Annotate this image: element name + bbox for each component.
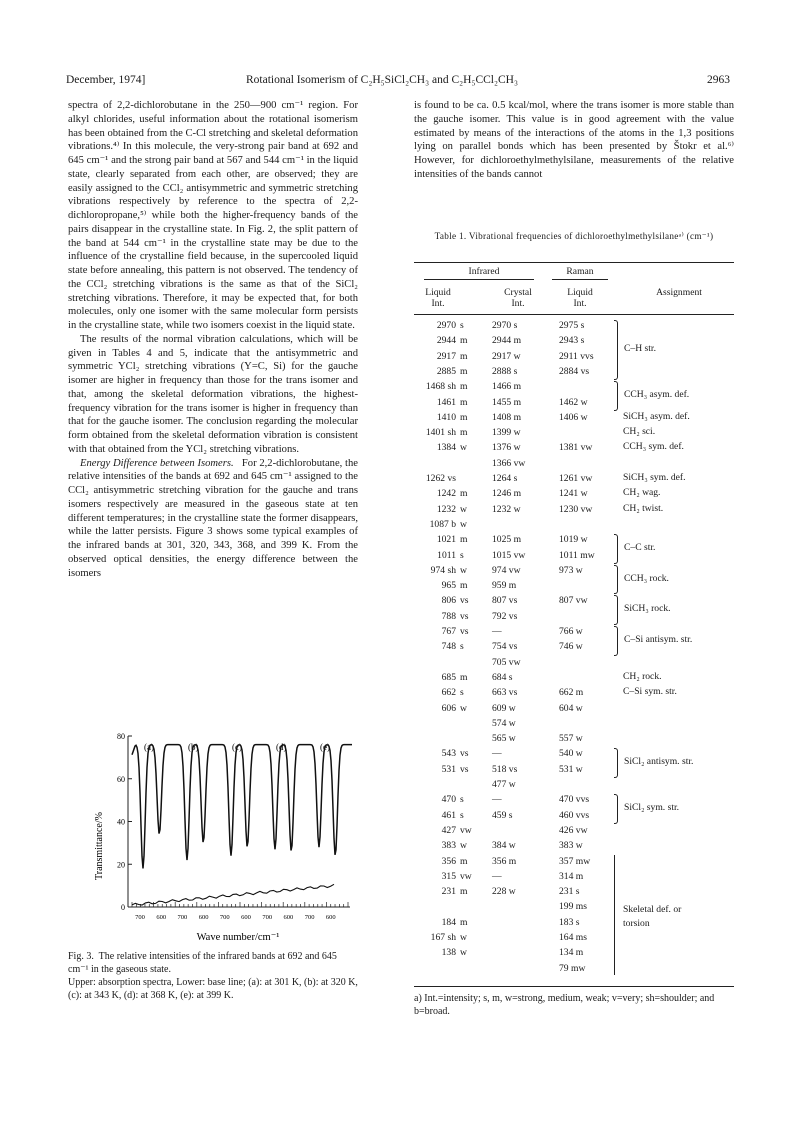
raman-liquid-cell: 426 vw	[559, 824, 588, 836]
table-row	[414, 518, 734, 531]
ir-liquid-int: m	[460, 916, 468, 928]
assignment-label: C–H str.	[624, 343, 656, 355]
ir-crystal-cell: 2944 m	[492, 335, 522, 347]
y-axis-label: Transmittance/%	[94, 812, 105, 880]
ir-liquid-int: vs	[460, 595, 469, 607]
assignment-label: C–C str.	[624, 542, 656, 553]
ir-liquid-int: w	[460, 503, 467, 515]
raman-liquid-cell: 183 s	[559, 916, 580, 928]
table-top-rule	[414, 262, 734, 263]
ir-liquid-int: m	[460, 855, 468, 867]
paragraph: The results of the normal vibration calculations, which will be given in Tables 4 and 5, indicate that the antisymmetric and symmetric YCl₂ stretching vibrations (Y=C, Si) for the gauche isomer are higher in frequency than those for the trans isomer and that, among the skeletal deformation vibrations, the highest-frequency vibration for the trans isomer is higher in frequency than that for the gauche isomer. The conclusion regarding the molecular form obtained from the skeletal deformation vibration is consistent with that obtained from the YCl₂ stretching vibrations.	[68, 333, 358, 455]
ir-liquid-int: m	[460, 350, 468, 362]
raman-liquid-cell: 1381 vw	[559, 442, 593, 454]
raman-liquid-cell: 314 m	[559, 870, 584, 882]
ir-liquid-freq: 974 sh	[430, 564, 456, 576]
ir-liquid-freq: 1401 sh	[425, 427, 456, 439]
ir-liquid-freq: 184	[441, 916, 456, 928]
y-tick-label: 20	[117, 860, 125, 870]
ir-liquid-freq: 1262 vs	[425, 473, 456, 484]
raman-liquid-cell: 1261 vw	[559, 473, 593, 484]
table-row	[414, 962, 734, 975]
ir-liquid-freq: 806	[441, 595, 456, 607]
running-header	[66, 74, 730, 90]
ir-liquid-freq: 748	[441, 641, 456, 653]
ir-liquid-int: s	[460, 809, 464, 821]
raman-liquid-cell: 807 vw	[559, 595, 588, 607]
table-row	[414, 778, 734, 791]
table-row	[414, 350, 734, 363]
ir-crystal-cell: 356 m	[492, 855, 517, 867]
table-caption: Table 1. Vibrational frequencies of dichloroethylmethylsilaneᵃ⁾ (cm⁻¹)	[434, 231, 714, 241]
raman-liquid-cell: 1230 vw	[559, 503, 593, 515]
raman-liquid-cell: 1406 w	[559, 411, 588, 423]
table-bottom-rule	[414, 986, 734, 987]
table-row	[414, 594, 734, 607]
ir-liquid-int: vs	[460, 748, 469, 760]
ir-liquid-int: m	[460, 580, 468, 592]
assignment-label: SiCH₃ asym. def.	[623, 410, 690, 422]
raman-liquid-cell: 357 mw	[559, 855, 591, 867]
x-tick-label: 700	[135, 914, 145, 921]
page-number: 2963	[707, 74, 730, 86]
caption-legend: Upper: absorption spectra, Lower: base line; (a): at 301 K, (b): at 320 K, (c): at 343 K, (d): at 368 K, (e): at 399 K.	[68, 977, 358, 1001]
assignment-label: C–Si sym. str.	[623, 686, 677, 698]
ir-liquid-int: vw	[460, 824, 472, 836]
infrared-span-rule	[424, 279, 534, 280]
caption-line	[68, 950, 358, 976]
spectra-plot	[78, 730, 358, 942]
ir-liquid-freq: 1468 sh	[425, 381, 456, 393]
caption-title: Fig. 3.	[68, 951, 94, 962]
ir-liquid-int: s	[460, 320, 464, 331]
assignment-label: CH₂ rock.	[623, 670, 662, 682]
ir-crystal-cell: 609 w	[492, 702, 516, 714]
absorption-spectrum-line	[132, 745, 352, 869]
section-heading: Energy Difference between Isomers.	[80, 457, 234, 469]
infrared-header: Infrared	[468, 266, 500, 277]
ir-liquid-freq: 1384	[436, 442, 456, 454]
assignment-label: CCH₃ rock.	[624, 572, 669, 584]
assignment-label: CCH₃ asym. def.	[624, 389, 690, 400]
raman-liquid-cell: 1019 w	[559, 534, 588, 546]
raman-liquid-cell: 460 vvs	[559, 809, 590, 821]
ir-crystal-cell: 384 w	[492, 840, 516, 852]
crystal-header: Crystal	[504, 287, 532, 298]
ir-liquid-int: vw	[460, 870, 472, 882]
table-row	[414, 916, 734, 929]
ir-liquid-freq: 662	[441, 687, 456, 699]
ir-crystal-cell: 1376 w	[492, 442, 521, 454]
ir-crystal-cell: 477 w	[492, 779, 516, 790]
assignment-label: CCH₃ sym. def.	[623, 441, 684, 453]
ir-liquid-int: s	[460, 794, 464, 806]
table-row	[414, 533, 734, 546]
table-row	[414, 702, 734, 715]
figure-caption	[68, 950, 358, 1002]
ir-liquid-freq: 1087 b	[429, 518, 456, 530]
ir-liquid-int: m	[460, 411, 468, 423]
raman-liquid-cell: 973 w	[559, 564, 583, 576]
assignment-header: Assignment	[656, 287, 702, 298]
table-row	[414, 931, 734, 944]
ir-liquid-int: vs	[460, 763, 469, 775]
ir-liquid-freq: 383	[441, 840, 456, 852]
panel-label: (a)	[144, 742, 154, 752]
ir-liquid-int: m	[460, 671, 468, 683]
ir-liquid-freq: 2944	[436, 335, 456, 347]
raman-liquid-cell: 164 ms	[559, 932, 587, 943]
ir-crystal-cell: —	[492, 794, 502, 806]
table-row	[414, 579, 734, 592]
caption-text: The relative intensities of the infrared bands at 692 and 645 cm⁻¹ in the gaseous state.	[68, 951, 337, 975]
panel-label: (c)	[232, 742, 242, 752]
x-tick-label: 600	[156, 914, 167, 921]
table-row	[414, 334, 734, 347]
raman-liquid-cell: 766 w	[559, 626, 583, 637]
left-column-text	[68, 99, 358, 580]
brace	[614, 565, 618, 595]
raman-header: Raman	[566, 266, 594, 277]
ir-liquid-int: w	[460, 702, 467, 714]
brace	[614, 381, 618, 411]
liquid-header: Liquid	[425, 287, 451, 298]
table-row	[414, 426, 734, 439]
ir-liquid-freq: 470	[441, 794, 456, 806]
assignment-label: CH₂ sci.	[623, 426, 656, 438]
int-header: Int.	[511, 298, 525, 309]
ir-liquid-freq: 531	[441, 763, 456, 775]
raman-liquid-cell: 79 mw	[559, 962, 586, 974]
x-axis-label: Wave number/cm⁻¹	[196, 932, 280, 942]
figure-3	[78, 730, 358, 942]
ir-liquid-int: m	[460, 396, 468, 408]
ir-liquid-int: w	[460, 932, 467, 943]
ir-crystal-cell: 1399 w	[492, 427, 521, 439]
header-title: Rotational Isomerism of C₂H₅SiCl₂CH₃ and C₂H₅CCl₂CH₃	[246, 74, 518, 86]
raman-liquid-header: Liquid	[567, 287, 593, 298]
ir-crystal-cell: 228 w	[492, 886, 516, 898]
ir-crystal-cell: 1264 s	[492, 473, 518, 484]
table-row	[414, 686, 734, 699]
raman-liquid-cell: 662 m	[559, 687, 584, 699]
raman-liquid-cell: 1462 w	[559, 396, 588, 408]
assignment-label: C–Si antisym. str.	[624, 633, 693, 645]
ir-crystal-cell: 565 w	[492, 733, 516, 745]
ir-crystal-cell: 807 vs	[492, 595, 518, 607]
table-row	[414, 824, 734, 837]
assignment-label: SiCH₃ sym. def.	[623, 472, 686, 483]
raman-liquid-cell: 383 w	[559, 840, 583, 852]
panel-label: (e)	[320, 742, 330, 752]
ir-crystal-cell: 974 vw	[492, 564, 521, 576]
assignment-label: Skeletal def. or	[623, 903, 682, 915]
ir-liquid-int: w	[460, 840, 467, 852]
paragraph-body: For 2,2-dichlorobutane, the relative intensities of the bands at 692 and 645 cm⁻¹ assigned to the CCl₂ antisymmetric stretching vibration for the gauche and trans isomers respectively are measured in the gaseous state at ten different temperatures; in the crystalline state the former disappears, while the latter persists. Figure 3 shows some typical examples of the infrared bands at 301, 320, 343, 368, and 399 K. From the observed optical densities, the energy difference between the isomers	[68, 457, 358, 579]
raman-liquid-cell: 2943 s	[559, 335, 585, 347]
raman-liquid-cell: 540 w	[559, 748, 583, 760]
ir-crystal-cell: 1408 m	[492, 411, 522, 423]
ir-liquid-int: vs	[460, 626, 469, 637]
skeletal-bracket	[610, 855, 615, 975]
ir-crystal-cell: 2970 s	[492, 320, 518, 331]
ir-crystal-cell: 792 vs	[492, 610, 518, 622]
brace	[614, 794, 618, 824]
table-row	[414, 564, 734, 577]
table-row	[414, 839, 734, 852]
table-row	[414, 549, 734, 562]
ir-crystal-cell: 959 m	[492, 580, 517, 592]
ir-crystal-cell: —	[492, 748, 502, 760]
ir-crystal-cell: —	[492, 870, 502, 882]
ir-crystal-cell: 1246 m	[492, 488, 522, 500]
table-row	[414, 503, 734, 516]
x-tick-label: 700	[262, 914, 273, 921]
ir-crystal-cell: 754 vs	[492, 641, 518, 653]
assignment-label: CH₂ twist.	[623, 502, 664, 514]
panel-label: (d)	[276, 742, 287, 752]
ir-liquid-int: s	[460, 641, 464, 653]
ir-liquid-freq: 1011	[437, 549, 456, 561]
ir-crystal-cell: 459 s	[492, 809, 513, 821]
raman-liquid-cell: 134 m	[559, 947, 584, 959]
x-tick-label: 600	[241, 914, 251, 921]
assignment-label: SiCl₂ antisym. str.	[624, 756, 694, 768]
table-row	[414, 717, 734, 730]
table-row	[414, 319, 734, 332]
ir-liquid-freq: 543	[441, 748, 456, 760]
ir-crystal-cell: 518 vs	[492, 763, 518, 775]
right-column-text	[414, 99, 734, 182]
ir-liquid-int: m	[460, 335, 468, 347]
ir-liquid-freq: 606	[441, 702, 456, 714]
ir-liquid-freq: 2885	[436, 365, 456, 377]
paragraph: spectra of 2,2-dichlorobutane in the 250—900 cm⁻¹ region. For alkyl chlorides, useful information about the rotational isomerism has been obtained from the C-Cl stretching and skeletal deformation vibrations.⁴⁾ In this molecule, the very-strong pair band at 692 and 645 cm⁻¹ and the strong pair band at 567 and 544 cm⁻¹ in the liquid state, clearly separated from each other, are observed; they are easily assigned to the CCl₂ antisymmetric and symmetric stretching vibrations respectively by reference to the spectra of 2,2-dichloropropane,⁵⁾ while both the higher-frequency bands of the pairs disappear in the crystalline state. In Fig. 2, the split pattern of the band at 544 cm⁻¹ in the crystalline state may be due to the influence of the crystalline field because, in the supercooled liquid state before annealing, this pattern is not observed. The tendency of the CCl₂ stretching vibrations is the same as that of the SiCl₂ stretching vibrations. Therefore, it may be expected that, for both molecules, only one isomer with the same molecular form persists in the crystalline state, while two isomers coexist in the liquid state.	[68, 100, 358, 331]
assignment-label: torsion	[623, 917, 650, 929]
ir-liquid-int: m	[460, 886, 468, 898]
ir-liquid-freq: 1242	[436, 488, 456, 500]
brace	[614, 320, 618, 380]
raman-liquid-cell: 199 ms	[559, 901, 587, 913]
x-tick-label: 700	[177, 914, 188, 921]
ir-liquid-freq: 461	[441, 809, 456, 821]
ir-liquid-freq: 965	[441, 580, 456, 592]
raman-liquid-cell: 231 s	[559, 886, 580, 898]
table-header-rule	[414, 314, 734, 315]
ir-liquid-freq: 1021	[436, 534, 456, 546]
assignment-label: SiCH₃ rock.	[624, 603, 671, 615]
table-row	[414, 472, 734, 485]
ir-crystal-cell: 1015 vw	[492, 549, 526, 561]
table-row	[414, 855, 734, 868]
table-row	[414, 365, 734, 378]
x-tick-label: 600	[283, 914, 294, 921]
x-tick-label: 600	[198, 914, 209, 921]
ir-liquid-int: w	[460, 442, 467, 454]
ir-liquid-freq: 167 sh	[430, 932, 456, 943]
raman-liquid-cell: 531 w	[559, 763, 583, 775]
table-row	[414, 946, 734, 959]
raman-liquid-cell: 604 w	[559, 702, 583, 714]
ir-liquid-freq: 1410	[436, 411, 456, 423]
table-row	[414, 441, 734, 454]
ir-crystal-cell: —	[492, 626, 502, 637]
ir-crystal-cell: 663 vs	[492, 687, 518, 699]
ir-liquid-int: m	[460, 488, 468, 500]
ir-liquid-int: s	[460, 549, 464, 561]
raman-liquid-cell: 1011 mw	[559, 549, 595, 561]
assignment-label: SiCl₂ sym. str.	[624, 802, 680, 814]
ir-crystal-cell: 1232 w	[492, 503, 521, 515]
table-row	[414, 885, 734, 898]
ir-liquid-int: w	[460, 564, 467, 576]
raman-liquid-cell: 2884 vs	[559, 365, 590, 377]
ir-liquid-freq: 427	[441, 824, 456, 836]
ir-liquid-freq: 788	[441, 610, 456, 622]
assignment-label: CH₂ wag.	[623, 487, 661, 499]
ir-liquid-freq: 2917	[436, 350, 456, 362]
ir-liquid-int: w	[460, 947, 467, 959]
ir-liquid-int: s	[460, 687, 464, 699]
table-row	[414, 656, 734, 669]
ir-crystal-cell: 684 s	[492, 671, 513, 683]
brace	[614, 534, 618, 564]
ir-liquid-freq: 356	[441, 855, 456, 867]
ir-crystal-cell: 1455 m	[492, 396, 522, 408]
table-row	[414, 793, 734, 806]
baseline-line	[132, 884, 334, 905]
table-row	[414, 870, 734, 883]
y-tick-label: 0	[121, 903, 125, 912]
ir-crystal-cell: 2888 s	[492, 365, 518, 377]
raman-liquid-cell: 470 vvs	[559, 794, 590, 806]
ir-liquid-int: m	[460, 365, 468, 377]
x-tick-label: 700	[219, 914, 230, 921]
brace	[614, 626, 618, 656]
raman-liquid-cell: 557 w	[559, 733, 583, 745]
brace	[614, 748, 618, 778]
int-header: Int.	[431, 298, 445, 309]
table-row	[414, 487, 734, 500]
ir-crystal-cell: 1466 m	[492, 381, 522, 393]
table-row	[414, 900, 734, 913]
brace	[614, 595, 618, 625]
ir-crystal-cell: 1366 vw	[492, 457, 526, 469]
y-tick-label: 60	[117, 774, 125, 784]
int-header: Int.	[573, 298, 587, 309]
header-date: December, 1974]	[66, 74, 146, 86]
raman-liquid-cell: 1241 w	[559, 488, 588, 500]
table-row	[414, 671, 734, 684]
ir-liquid-freq: 685	[441, 671, 456, 683]
table-row	[414, 809, 734, 822]
paragraph: is found to be ca. 0.5 kcal/mol, where the trans isomer is more stable than the gauche isomer. This value is in good agreement with the value estimated by means of the interactions of the atoms in the 1,3 positions lying on parallel bonds which has been presented by Štokr et al.⁶⁾ However, for dichloroethylmethylsilane, measurements of the relative intensities of the bands cannot	[414, 100, 734, 180]
x-tick-label: 600	[325, 914, 336, 921]
ir-liquid-int: m	[460, 534, 468, 546]
table-row	[414, 610, 734, 623]
ir-liquid-freq: 767	[441, 626, 456, 637]
ir-liquid-freq: 1461	[436, 396, 456, 408]
ir-liquid-int: m	[460, 427, 468, 439]
ir-liquid-int: m	[460, 381, 468, 393]
y-tick-label: 80	[117, 732, 125, 741]
x-tick-label: 700	[304, 914, 315, 921]
raman-span-rule	[552, 279, 608, 280]
ir-crystal-cell: 705 vw	[492, 656, 521, 668]
raman-liquid-cell: 2975 s	[559, 320, 585, 331]
ir-crystal-cell: 574 w	[492, 717, 516, 729]
ir-crystal-cell: 2917 w	[492, 350, 521, 362]
ir-liquid-int: vs	[460, 610, 469, 622]
ir-liquid-freq: 138	[441, 947, 456, 959]
panel-label: (b)	[188, 742, 199, 752]
y-tick-label: 40	[117, 817, 125, 827]
ir-liquid-int: w	[460, 518, 467, 530]
table-row	[414, 457, 734, 470]
ir-liquid-freq: 1232	[436, 503, 456, 515]
table-footnote: a) Int.=intensity; s, m, w=strong, medium, weak; v=very; sh=shoulder; and b=broad.	[414, 993, 715, 1017]
ir-liquid-freq: 315	[441, 870, 456, 882]
raman-liquid-cell: 2911 vvs	[559, 350, 594, 362]
ir-liquid-freq: 231	[441, 886, 456, 898]
ir-crystal-cell: 1025 m	[492, 534, 522, 546]
paragraph	[68, 457, 358, 581]
raman-liquid-cell: 746 w	[559, 641, 583, 653]
ir-liquid-freq: 2970	[436, 320, 456, 331]
table-row	[414, 732, 734, 745]
